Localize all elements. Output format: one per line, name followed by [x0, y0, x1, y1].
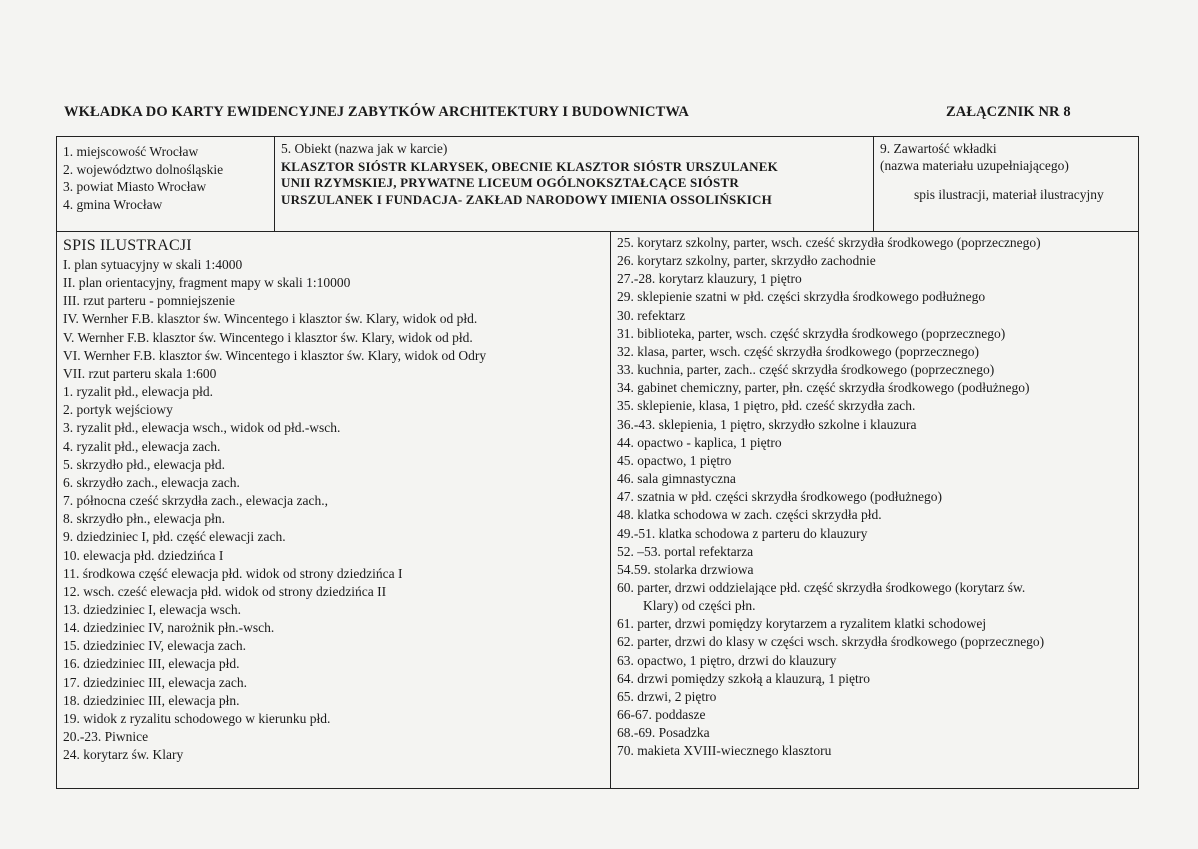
list-item: V. Wernher F.B. klasztor św. Wincentego i klasztor św. Klary, widok od płd. [63, 329, 473, 345]
list-item: 62. parter, drzwi do klasy w części wsch. skrzydła środkowego (poprzecznego) [617, 634, 1045, 650]
list-item: 30. refektarz [617, 307, 686, 323]
list-item: 60. parter, drzwi oddzielające płd. część skrzydła środkowego (korytarz św. [617, 579, 1026, 595]
document-title: WKŁADKA DO KARTY EWIDENCYJNEJ ZABYTKÓW ARCHITEKTURY I BUDOWNICTWA [64, 104, 689, 120]
list-item: 17. dziedziniec III, elewacja zach. [63, 674, 248, 690]
list-item: 18. dziedziniec III, elewacja płn. [63, 692, 240, 708]
attachment-number: ZAŁĄCZNIK NR 8 [946, 104, 1071, 120]
list-item: 24. korytarz św. Klary [63, 747, 184, 763]
list-item: IV. Wernher F.B. klasztor św. Wincentego i klasztor św. Klary, widok od płd. [63, 311, 478, 327]
location-item: 3. powiat Miasto Wrocław [63, 179, 207, 194]
list-item: 3. ryzalit płd., elewacja wsch., widok od płd.-wsch. [63, 420, 341, 436]
list-item: 12. wsch. cześć elewacja płd. widok od strony dziedzińca II [63, 583, 387, 599]
list-item: 48. klatka schodowa w zach. części skrzydła płd. [617, 507, 882, 523]
list-item: 7. północna cześć skrzydła zach., elewacja zach., [63, 493, 328, 509]
list-item: 35. sklepienie, klasa, 1 piętro, płd. cześć skrzydła zach. [617, 398, 916, 414]
contents-sublabel: (nazwa materiału uzupełniającego) [880, 158, 1069, 173]
list-column-right [617, 234, 1132, 761]
list-item: 65. drzwi, 2 piętro [617, 688, 717, 704]
info-table [56, 136, 1139, 232]
list-item: 20.-23. Piwnice [63, 729, 149, 745]
list-item: 5. skrzydło płd., elewacja płd. [63, 456, 225, 472]
list-item: 2. portyk wejściowy [63, 402, 173, 418]
list-item: I. plan sytuacyjny w skali 1:4000 [63, 257, 243, 272]
list-item: 61. parter, drzwi pomiędzy korytarzem a ryzalitem klatki schodowej [617, 616, 987, 632]
list-item: 14. dziedziniec IV, narożnik płn.-wsch. [63, 620, 275, 636]
list-item: 47. szatnia w płd. części skrzydła środkowego (podłużnego) [617, 489, 943, 505]
location-item: 4. gmina Wrocław [63, 196, 163, 212]
list-item: 64. drzwi pomiędzy szkołą a klauzurą, 1 piętro [617, 670, 871, 686]
list-item: VII. rzut parteru skala 1:600 [63, 365, 217, 381]
list-column-left [63, 236, 603, 764]
object-name-line: KLASZTOR SIÓSTR KLARYSEK, OBECNIE KLASZTOR SIÓSTR URSZULANEK [281, 158, 778, 174]
list-item: 25. korytarz szkolny, parter, wsch. cześć skrzydła środkowego (poprzecznego) [617, 235, 1041, 250]
list-item: 10. elewacja płd. dziedzińca I [63, 547, 224, 563]
list-item: 8. skrzydło płn., elewacja płn. [63, 511, 225, 527]
contents-value: spis ilustracji, materiał ilustracyjny [914, 187, 1104, 202]
object-name-line: URSZULANEK I FUNDACJA- ZAKŁAD NARODOWY IMIENIA OSSOLIŃSKICH [281, 191, 772, 207]
list-item: 6. skrzydło zach., elewacja zach. [63, 474, 240, 490]
list-title: SPIS ILUSTRACJI [63, 237, 192, 254]
list-item: 27.-28. korytarz klauzury, 1 piętro [617, 271, 802, 287]
list-item: 26. korytarz szkolny, parter, skrzydło zachodnie [617, 253, 876, 269]
column-divider [610, 232, 611, 788]
list-item: 68.-69. Posadzka [617, 725, 710, 741]
list-item: 34. gabinet chemiczny, parter, płn. część skrzydła środkowego (podłużnego) [617, 380, 1030, 396]
list-item: 15. dziedziniec IV, elewacja zach. [63, 638, 247, 654]
illustration-list [56, 232, 1139, 789]
list-item: 45. opactwo, 1 piętro [617, 452, 732, 468]
list-item: 66-67. poddasze [617, 707, 706, 723]
list-item: 54.59. stolarka drzwiowa [617, 561, 754, 577]
list-item: 16. dziedziniec III, elewacja płd. [63, 656, 240, 672]
list-item: 19. widok z ryzalitu schodowego w kierunku płd. [63, 710, 331, 726]
list-item: 11. środkowa część elewacja płd. widok od strony dziedzińca I [63, 565, 403, 581]
list-item: 49.-51. klatka schodowa z parteru do klauzury [617, 525, 868, 541]
list-item: 46. sala gimnastyczna [617, 471, 736, 487]
list-item: 9. dziedziniec I, płd. część elewacji zach. [63, 529, 286, 545]
list-item: III. rzut parteru - pomniejszenie [63, 293, 236, 309]
list-item: 52. –53. portal refektarza [617, 543, 754, 559]
list-item: 13. dziedziniec I, elewacja wsch. [63, 601, 242, 617]
list-item-continuation: Klary) od części płn. [643, 598, 756, 614]
list-item: 44. opactwo - kaplica, 1 piętro [617, 434, 782, 450]
list-item: 1. ryzalit płd., elewacja płd. [63, 384, 213, 400]
contents-label: 9. Zawartość wkładki [880, 141, 997, 156]
contents-cell [874, 137, 1138, 231]
list-item: 32. klasa, parter, wsch. część skrzydła środkowego (poprzecznego) [617, 343, 979, 359]
object-cell [275, 137, 874, 231]
location-cell [57, 137, 275, 231]
list-item: 63. opactwo, 1 piętro, drzwi do klauzury [617, 652, 837, 668]
list-item: 36.-43. sklepienia, 1 piętro, skrzydło szkolne i klauzura [617, 416, 917, 432]
location-item: 2. województwo dolnośląskie [63, 161, 224, 177]
list-item: II. plan orientacyjny, fragment mapy w skali 1:10000 [63, 275, 351, 291]
list-item: 70. makieta XVIII-wiecznego klasztoru [617, 743, 832, 759]
list-item: 4. ryzalit płd., elewacja zach. [63, 438, 221, 454]
object-label: 5. Obiekt (nazwa jak w karcie) [281, 141, 448, 156]
location-item: 1. miejscowość Wrocław [63, 144, 199, 159]
list-item: 29. sklepienie szatni w płd. części skrzydła środkowego podłużnego [617, 289, 986, 305]
object-name-line: UNII RZYMSKIEJ, PRYWATNE LICEUM OGÓLNOKSZTAŁCĄCE SIÓSTR [281, 175, 739, 190]
list-item: VI. Wernher F.B. klasztor św. Wincentego i klasztor św. Klary, widok od Odry [63, 347, 487, 363]
list-item: 31. biblioteka, parter, wsch. część skrzydła środkowego (poprzecznego) [617, 325, 1006, 341]
list-item: 33. kuchnia, parter, zach.. część skrzydła środkowego (poprzecznego) [617, 362, 995, 378]
